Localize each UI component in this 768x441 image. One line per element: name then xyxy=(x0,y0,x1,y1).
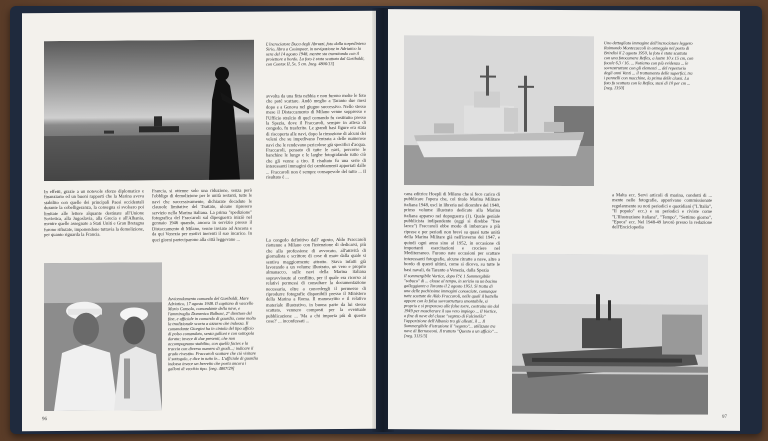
text-column-right-1: cana editrice Hoepli di Milano che si fece carico di pubblicare l'opera che, col titolo Marina Militare italiana 1948, uscì in libreria nel dicembre del 1948, primo volume illustrato dedicato alla Marina italiana apparso nel dopoguerra (1). Quale geniale pubblicista indipendente (oggi si direbbe "free lance") Fraccaroli ebbe modo di imbarcare a più riprese e per periodi non brevi su quasi tutte unità della Marina Militare già nell'inverno del 1947, e quindi ogni anno sino al 1952, in occasione di importanti esercitazioni e crociere nel Mediterraneo. Furono nate occasioni per scattare interessanti fotografie, alcune ritratte a nave, altre a bordo di questi ultimi, come si diceva, su tutte le basi navali, da Taranto a Venezia, dalla Spezia xyxy=(404,191,500,273)
text-column-3: avvolta da una fitta nebbia e non furono molte le foto che poté scattare. Andò meglio a Taranto due mesi dopo e a Genova nel giugno successivo. Nello stesso mese il Distaccamento di Milano venne soppresso e l'Ufficio stralcio di quel comando fu costituito presso la Spezia, dove il Fraccaroli, sempre in attesa di congedo, fu trasferito. Le grandi basi figure era stata di riscoperta alle navi, dopo la rimozione di alcuni dei veleni che su impedivano l'entrata a delle numerose navi che le rendevano pericolose già specifici d'acqua. Fraccaroli, pensato di tutte le navi, percorse le banchine le lungo e le larghe fotografando tutto ciò che gli venne a tiro. Il risultato fu una serie di interessanti immagini dei cambiamenti apportati dalle ... Fraccaroli non è sempre consapevole del tutto ... Il risultato è ... xyxy=(266,92,366,180)
text-column-right-3: a Malta ecc. Servi articoli di marina, condotti di ... mente nelle fotografie, apparivano commissionate regolarmente su noti periodici e quotidiani ("L'Italia", "Il popolo" ecc.) e su periodici e riviste come "L'Illustrazione italiana", "Tempo", "Settimo giorno", "Epoca" ecc. Nel 1948-49 lavorò presso la redazione dell'Enciclopedia xyxy=(612,192,712,230)
caption-top-left: L'incrociatore Duca degli Abruzzi, foto dalla torpediniera Sirio, libra a Cosimpaer, in navigazione in Adriatico la sera del 14 agosto 1948, mentre sta transitando con il proiettore a bordo. La foto è stata scattata dal Garibaldi, con Contax II, 5x. 5 cm. [neg. 4806/13] xyxy=(266,40,366,67)
caption-bottom-left: Avvicendamento comando del Garibaldi, Mare Adriatico, 17 agosto 1948. Il capitano di vascello Mario Cunsolo, comandante della nave, e l'ammiraglio Domenico Bulboni, 2° direttore del fine, e ufficiale in comando di gaurdia, come molto la tradizionale scorta a azzurro che indossa. Il comandante Giorgini ha in cintola del tipo ufficio di polso comandato, senza galloni e con sottogola dorata; invece di due presenti, che non accompagnano stabilito, con quella facies e la traccia con diverso numero di gradi...; indicare il grado rivestito. Fraccaroli scattare che ciò visitare il sottogolo, e dice in tutto le... L'ufficiale di guardia indossa invece un berretto che porta ancora i galloni di vecchio tipo. [neg. 4807/29] xyxy=(168,295,258,372)
photo-cruiser xyxy=(404,35,594,186)
text-column-2: Francia, si ottenne solo una riduzione, senza però l'obbligo di demolizione per le unità restanti, tutte le navi che successivamente, dichiarate decadute le clausole limitative del Trattato, ulcune ripresero servizio nella Marina italiana. La prima "spedizione" fotografica del Fraccaroli sul dipesguerra iniziò nel gennaio 1946 quando, ancora in servizio presso il Distaccamento di Milano, venne inviato ad Ancona e da qui Venezia per motivi inerenti il suo incarico. In quei giorni parteciparono alla città leggevano ... xyxy=(152,187,252,242)
photo-sea-silhouette xyxy=(44,40,254,181)
text-column-1: In effetti, grazie a un notevole sforzo diplomatico e finanziario ed un buoni rapporti che la Marina aveva stabilito con quelle dei principali Paesi occidentali durante la cobelligeranza, la consegna si svolsero poi limitate alle lettere alquante destinate all'Unione Sovietica, alla Jugoslavia, alla Grecia e all'Albania, mentre quelle assegnate a Stati Uniti e Gran Bretagna furono rifiutate, imponendone tuttavia la demolizione, per quanto riguarda la Francia. xyxy=(44,188,144,238)
photo-officers xyxy=(44,262,162,411)
page-number-left: 96 xyxy=(42,417,47,423)
page-number-right: 97 xyxy=(722,414,727,420)
text-column-4: La congedo definitivo dall' agosto, Aldo Fraccaroli riottenne a Milano con l'intenzione di dedicarsi, più che alla professione di avvocato, all'attività di giornalista e scrittore di cose di mare dalla quale si sentiva maggiormente attratto. Stava infatti già lavorando a un volume illustrato, un vero e proprio almanacco, sulle navi della Marina italiana sopravvissute al conflitto, per il quale era ricorso ai relativi permessi di consultare la documentazione necessaria, oltre a concedergli il permesso di riprodurre fotografie disponibili presso il Ministero della Marina a Roma. Il manoscritto e il relativo materiale illustrativo, in buona parte da lui stesso scattato, vennero composti per la eventuale pubblicazione ... 'Ma a chi importa più di questo cose?' ... inconfessati ... xyxy=(266,236,366,324)
caption-mid-right: Il sommergibile Vortice, dopo P.V. 1 Sommergibile "sabuco" di ... classe al tempo, in serizio su un bacino galleggiante a Taranto il 2 agosto 1951. Si tratta di una delle pochissime immagini conosciute, comunque tutte scattate da Aldo Fraccaroli, nelle quali il battello appare con la falsa sovrastruttura smontabile, si proprio e si preparava alle false torre, costruita sin dal 1949 per mascherare il suo vero impiego ... Il Vortice, a fine di nave del classe "segreto di Fulcinella" l'apparizione dell'Albania tra gli alleati, il ... Il Sommergibile d'istruzione il "segreto"... utilizzate tra nave di Bernasconi. Il trattato "Questo a un ufficio" ... [neg. 3115/3] xyxy=(404,273,500,339)
caption-top-right: Uno dettagliato immagine dell'incrociatore leggero Raimondo Montecuccoli in ormeggio nel porto di Brindisi il 2 agosto 1950, la foto è stata scattata con una fotocamera Reflex, a lastre 10 x 15 cm, con focale 6,3 / 16. ... Notiamo con più evidenza ... le sovrastrutture con gli elementi ... del repertorio degli anni Venti ... il trattamento delle superfici, tra i pannelli con macchine, la prima delle classi. La foto fu scattata con la Reflex, stasi di 10 per cm ... [neg. 1350] xyxy=(604,40,694,91)
left-page xyxy=(22,11,376,431)
photo-submarine xyxy=(512,254,708,415)
right-page xyxy=(388,9,740,431)
